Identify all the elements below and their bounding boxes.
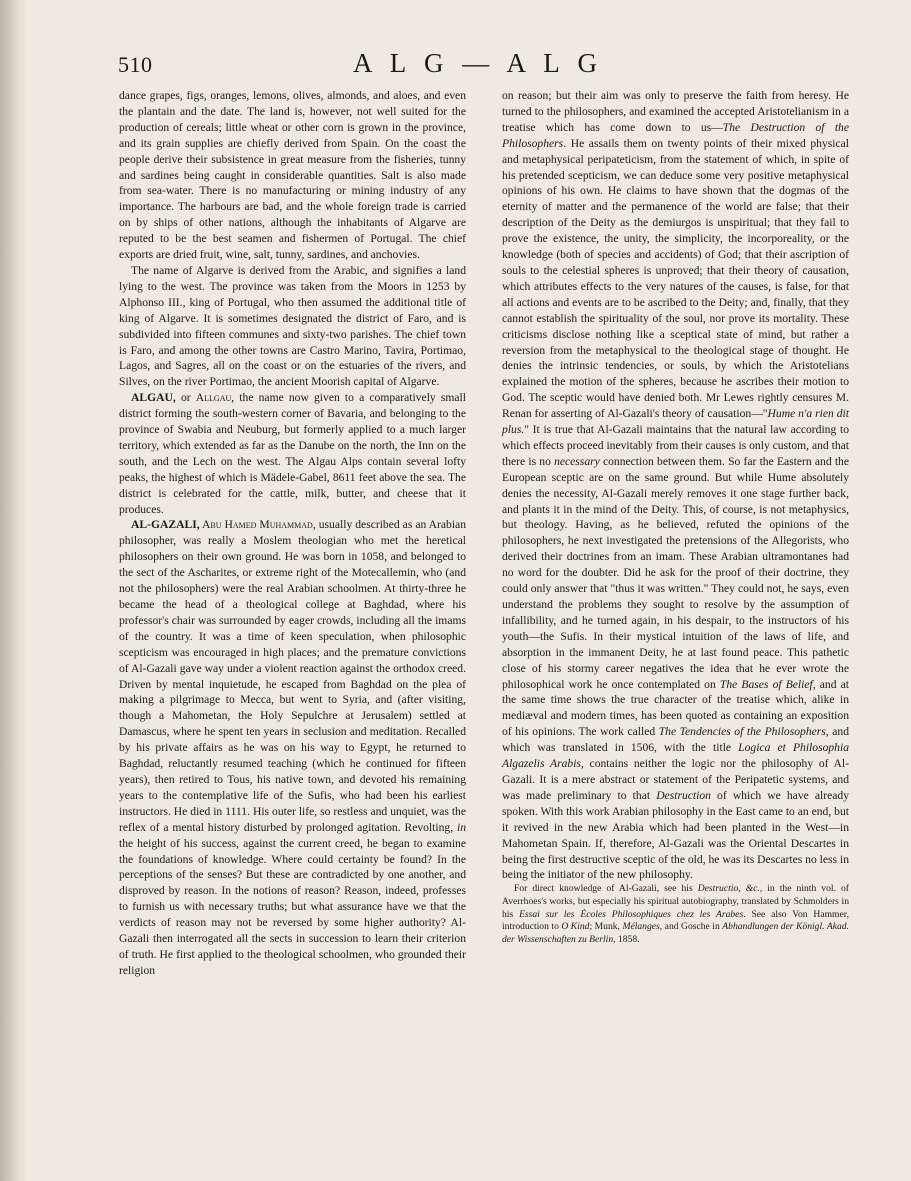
al-gazali-entry: [119, 517, 466, 978]
text-run: For direct knowledge of Al-Gazali, see his: [514, 883, 698, 895]
text-run: , and which was translated in 1506, with the title: [502, 725, 849, 755]
footnote-title: Essai sur les Écoles Philosophiques chez les Arabes: [519, 908, 744, 920]
text-run: connection between them. So far the Eastern and the European sceptic are on the same ground. But while Hume absolutely denies the necessity, Al-Gazali merely removes it one stage further back, and plants it in the mind of the Deity. This, of course, is not metaphysics, but theology. Having, as he believed, refuted the opinions of the philosophers, he next investigated the pretensions of the Allegorists, who derived their doctrines from an imam. These Arabian ultramontanes had no word for the doubter. Did he ask for the proof of their doctrine, they could only answer that "thus it was written." They could not, he says, even understand the problems they sought to resolve by the assumption of infallibility, and he turned again, in his despair, to the instructors of his youth—the Sufis. In their mystical intuition of the laws of life, and absorption in the immanent Deity, he at last found peace. This pathetic close of his stormy career negatives the idea that he ever wrote the philosophical work he once contemplated on: [502, 454, 849, 691]
book-title-destruction: The Destruction of the Philosophers: [502, 120, 849, 150]
text-run: . He assails them on twenty points of their mixed physical and metaphysical peripateticism, from the statement of which, in spite of his pretended scepticism, we can deduce some very positive metaphysical opinions of his own. He claims to have shown that the dogmas of the eternity of matter and the permanence of the world are false; that their description of the Deity as the demiurgos is unspiritual; that they fail to prove the existence, the unity, the simplicity, the incorporeality, or the knowledge (both of species and accidents) of God; that their ascription of souls to the celestial spheres is unproved; that their theory of causation, which attributes effects to the very natures of the causes, is false, for that all actions and events are to be ascribed to the Deity; and, finally, that they cannot establish the spirituality of the soul, nor prove its mortality. These criticisms disclose nothing like a sceptical state of mind, but rather a reversion from the metaphysical to the theological stage of thought. He denies the intrinsic tendencies, or souls, by which the Aristotelians explained the motion of the spheres, because he ascribes their motion to God. The sceptic would have denied both. Mr Lewes rightly censures M. Renan for asserting of Al-Gazali's theory of causation—": [502, 136, 849, 421]
book-title-destruction-2: Destruction: [656, 788, 711, 802]
text-run: , and at the same time shows the true character of the treatise which, alike in mediæval and modern times, has been quoted as containing an exposition of his opinions. The work called: [502, 677, 849, 739]
al-gazali-emphasis: in: [456, 820, 466, 834]
algau-body: , the name now given to a comparatively small district forming the south-western corner of Bavaria, and belonging to the province of Swabia and Neuburg, but formerly applied to a much larger territory, which extended as far as the Danube on the north, the Inn on the south, and the Lech on the west. The Algau Alps contain several lofty peaks, the highest of which is Mädele-Gabel, 8611 feet above the sea. The district is celebrated for the cattle, milk, butter, and cheese that it produces.: [119, 391, 466, 516]
algau-entry: [119, 390, 466, 517]
emphasis-necessary: necessary: [554, 454, 600, 468]
al-gazali-body-1: , usually described as an Arabian philosopher, was really a Moslem theologian who met the heretical philosophers on their own ground. He was born in 1058, and belonged to the sect of the Ascharites, or extreme right of the Motecallemin, who (and not the philosophers) were the real Arabian schoolmen. At thirty-three he became the head of a theological college at Baghdad, where his professor's chair was surrounded by eager crowds, including all the imams of the country. It was a time of keen speculation, when philosophic scepticism was encouraged in high places; and the premature convictions of Al-Gazali gave way under a violent reaction against the orthodox creed. Driven by mental inquietude, he escaped from Baghdad on the plea of making a pilgrimage to Mecca, but went to Syria, and (after visiting, though a Mahometan, the Holy Sepulchre at Jerusalem) settled at Damascus, where he spent ten years in seclusion and meditation. Recalled by his private affairs as he was on his way to Egypt, he returned to Baghdad, reluctantly resumed teaching (which he continued for fifteen years), then retired to Tous, his native town, and devoted his remaining years to the contemplative life of the Sufis, who had been his earliest instructors. He died in 1111. His outer life, so restless and unquiet, was the reflex of a mental history disturbed by prolonged agitation. Revolting,: [119, 518, 467, 834]
book-title-bases: The Bases of Belief: [719, 677, 813, 691]
text-run: on reason; but their aim was only to preserve the faith from heresy. He turned to the philosophers, and examined the accepted Aristotelianism in a treatise which has come down to us—: [502, 89, 849, 134]
text-run: . See also Von Hammer, introduction to: [502, 908, 849, 933]
al-gazali-headword: AL-GAZALI,: [131, 518, 200, 532]
quote-hume: Hume n'a rien dit plus.: [502, 407, 849, 437]
text-run: ; Munk,: [589, 921, 623, 933]
text-run: , 1858.: [613, 933, 640, 945]
page-gutter-shadow: [0, 0, 28, 1181]
footnote-title: O Kind: [561, 921, 590, 933]
right-column: [502, 88, 849, 946]
page-number: 510: [118, 52, 153, 77]
left-column: [119, 88, 466, 979]
text-run: , contains neither the logic nor the philosophy of Al-Gazali. It is a mere abstract or statement of the Peripatetic systems, and was made preliminary to that: [502, 757, 849, 802]
bibliography-footnote: [502, 883, 849, 946]
running-head: A L G — A L G: [352, 48, 603, 78]
algau-headword: ALGAU,: [131, 391, 176, 405]
book-title-logica: Logica et Philosophia Algazelis Arabis: [502, 741, 849, 771]
page-header: [118, 48, 838, 88]
footnote-title: Destructio, &c.: [697, 883, 760, 895]
text-run: , and Gosche in: [659, 921, 723, 933]
text-run: " It is true that Al-Gazali maintains that the natural law according to which effects proceed inevitably from their causes is only custom, and that there is no: [502, 423, 849, 468]
footnote-title: Mélanges: [622, 921, 660, 933]
al-gazali-body-2: the height of his success, against the current creed, he began to examine the foundations of knowledge. Where could certainty be found? In the perceptions of the senses? But these are contradicted by one another, and disproved by reason. In the notions of reason? Reason, indeed, professes to furnish us with necessary truths; but what assurance have we that the verdicts of reason may not be reversed by some higher authority? Al-Gazali then interrogated all the sects in succession to learn their criterion of truth. He first applied to the theological schoolmen, who grounded their religion: [119, 836, 466, 977]
footnote-title: Abhandlungen der Königl. Akad. der Wissenschaften zu Berlin: [502, 921, 849, 945]
al-gazali-full-name: Abu Hamed Muhammad: [199, 518, 313, 532]
al-gazali-continuation: [502, 88, 849, 883]
algau-or: or: [175, 391, 196, 405]
algarve-paragraph-2: The name of Algarve is derived from the Arabic, and signifies a land lying to the west. The province was taken from the Moors in 1253 by Alphonso III., king of Portugal, who then assumed the additional title of king of Algarve. It is sometimes designated the district of Faro, and is subdivided into fifteen communes and sixty-two parishes. The chief town is Faro, and among the other towns are Castro Marino, Tavira, Portimao, Lagos, and Sagres, all on the coast or on the estuaries of the rivers, and Silves, on the river Portimao, the ancient Moorish capital of Algarve.: [119, 263, 466, 389]
algau-alternate-name: Allgau: [195, 391, 232, 405]
algarve-paragraph-1: dance grapes, figs, oranges, lemons, olives, almonds, and aloes, and even the plantain and the date. The land is, however, not well suited for the production of cereals; little wheat or other corn is grown in the province, and its grain supplies are chiefly derived from Spain. On the coast the people derive their subsistence in great measure from the fisheries, tunny and sardines being caught in considerable quantities. Salt is also made from sea-water. There is no manufacturing or mining industry of any importance. The harbours are bad, and the whole foreign trade is carried on by ships of other nations, although the inhabitants of Algarve are reputed to be the best seamen and fishermen of Portugal. The chief exports are dried fruit, wine, salt, tunny, sardines, and anchovies.: [119, 89, 466, 262]
book-title-tendencies: The Tendencies of the Philosophers: [658, 725, 826, 739]
text-run: of which we have already spoken. With this work Arabian philosophy in the East came to an end, but it revived in the new Arabia which had been planted in the West—in Mahometan Spain. If, therefore, Al-Gazali was the Oriental Descartes in being the first destructive sceptic of the old, he was its Descartes no less in being the initiator of the new philosophy.: [502, 788, 849, 882]
text-run: , in the ninth vol. of Averrhoes's works, but especially his spiritual autobiography, translated by Schmolders in his: [502, 883, 850, 920]
